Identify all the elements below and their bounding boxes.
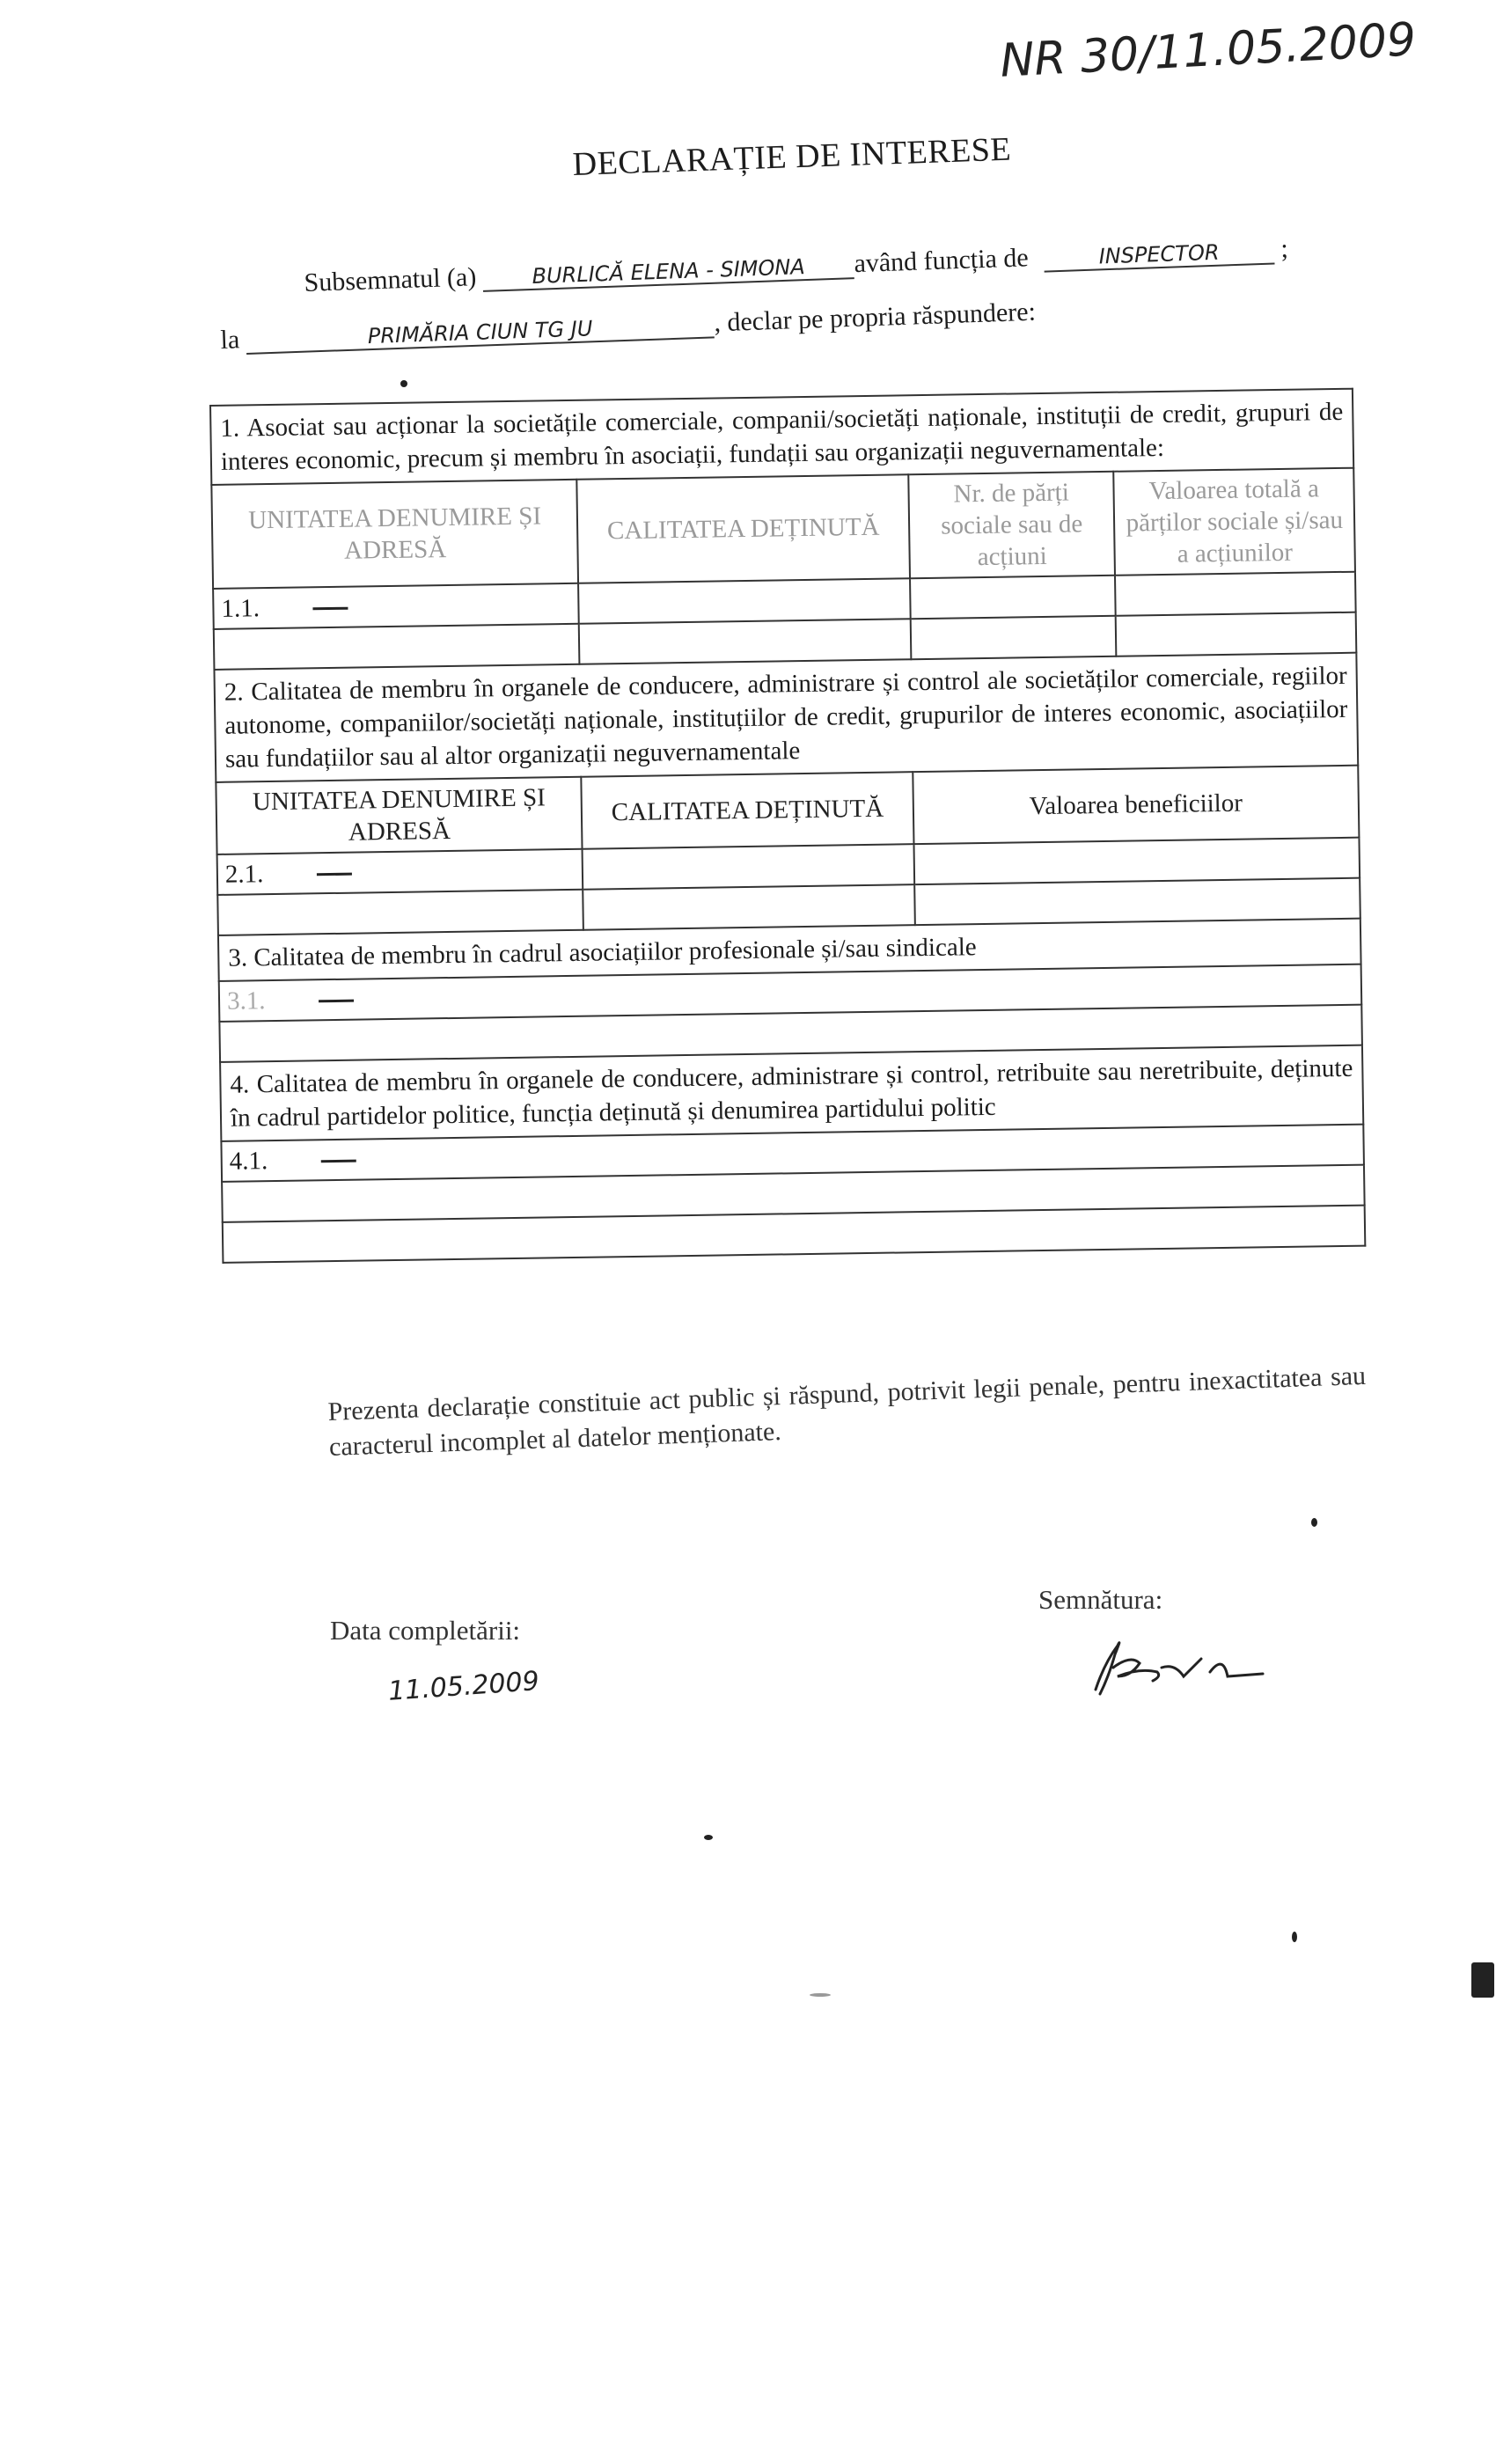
s1-col-quality: CALITATEA DEȚINUTĂ [577, 474, 910, 583]
section-2-table [215, 765, 1360, 936]
scan-speck [810, 1993, 831, 1997]
empty-dash [316, 873, 351, 876]
table-cell[interactable] [217, 890, 583, 935]
s1-col-unit: UNITATEA DENUMIRE ȘI ADRESĂ [211, 480, 578, 589]
table-cell[interactable] [1115, 572, 1355, 616]
end-semicolon: ; [1280, 233, 1289, 264]
function-field[interactable]: INSPECTOR [1044, 238, 1275, 273]
table-cell[interactable] [910, 576, 1116, 619]
empty-dash [312, 607, 348, 611]
scan-speck [1292, 1932, 1297, 1942]
table-cell[interactable] [1116, 612, 1356, 656]
date-label: Data completării: [330, 1615, 521, 1646]
table-cell[interactable] [914, 878, 1360, 926]
page-title: DECLARAȚIE DE INTERESE [572, 130, 1012, 183]
registration-number: NR 30/11.05.2009 [999, 13, 1418, 88]
table-cell[interactable] [579, 619, 911, 664]
table-cell[interactable] [583, 884, 915, 930]
scan-speck [704, 1835, 713, 1840]
table-cell[interactable] [910, 616, 1116, 659]
section-3-title: 3. Calitatea de membru în cadrul asociațiilor profesionale și/sau sindicale [217, 920, 1362, 980]
table-cell[interactable] [578, 578, 910, 624]
signature-label: Semnătura: [1038, 1584, 1163, 1615]
signature-scribble [1078, 1628, 1280, 1712]
empty-dash [320, 1160, 356, 1163]
section-1-table [210, 467, 1357, 671]
row-label: 3.1. [226, 986, 266, 1016]
scan-speck [1311, 1518, 1317, 1527]
row-label: 2.1. [224, 859, 264, 889]
table-cell[interactable] [214, 624, 580, 670]
at-label: la [220, 325, 240, 355]
date-value[interactable]: 11.05.2009 [387, 1666, 540, 1707]
statement-text: , declar pe propria răspundere: [713, 297, 1037, 338]
table-cell[interactable] [913, 838, 1360, 885]
row-label: 4.1. [229, 1146, 268, 1176]
scan-speck [400, 380, 407, 387]
subsemnatul-label: Subsemnatul (a) [304, 262, 477, 297]
legal-statement: Prezenta declarație constituie act public și răspund, potrivit legii penale, pentru inexactitatea sau caracterul incomplet al datelor menționate. [327, 1360, 1367, 1462]
declarant-line-1 [304, 234, 1288, 298]
section-4-title: 4. Calitatea de membru în organele de conducere, administrare și control, retribuite sau neretribuite, deținute în cadrul partidelor politice, funcția deținută și denumirea partidului politic [219, 1046, 1364, 1140]
declarant-name-field[interactable]: BURLICĂ ELENA - SIMONA [482, 253, 854, 292]
scan-speck [1471, 1962, 1494, 1998]
s1-col-value: Valoarea totală a părților sociale și/sau a acțiunilor [1114, 468, 1355, 576]
interest-form [209, 388, 1366, 1264]
row-label: 1.1. [221, 593, 260, 623]
s2-col-unit: UNITATEA DENUMIRE ȘI ADRESĂ [216, 777, 583, 854]
s2-col-benefits: Valoarea beneficiilor [913, 766, 1359, 845]
signature-icon [1078, 1628, 1280, 1707]
empty-dash [319, 1000, 354, 1003]
section-2-title: 2. Calitatea de membru în organele de conducere, administrare și control ale societăților comerciale, regiilor autonome, companiilor/societăți naționale, instituțiilor de credit, grupurilor de interes economic, asociațiilor sau fundațiilor sau al altor organizații neguvernamentale [213, 654, 1359, 781]
declarant-line-2 [220, 297, 1036, 356]
row-label-cell[interactable] [213, 583, 579, 629]
function-label: având funcția de [853, 243, 1030, 279]
row-label-cell[interactable] [217, 849, 583, 895]
s1-col-shares: Nr. de părți sociale sau de acțiuni [908, 472, 1115, 578]
section-1-title: 1. Asociat sau acționar la societățile comerciale, companii/societăți naționale, instituții de credit, grupuri de interes economic, precum și membru în asociații, fundații sau organizații neguvernamentale: [209, 388, 1354, 484]
institution-field[interactable]: PRIMĂRIA CIUN TG JU [246, 312, 715, 355]
s2-col-quality: CALITATEA DEȚINUTĂ [582, 772, 914, 849]
table-cell[interactable] [583, 844, 914, 890]
section-4-table [220, 1124, 1366, 1264]
